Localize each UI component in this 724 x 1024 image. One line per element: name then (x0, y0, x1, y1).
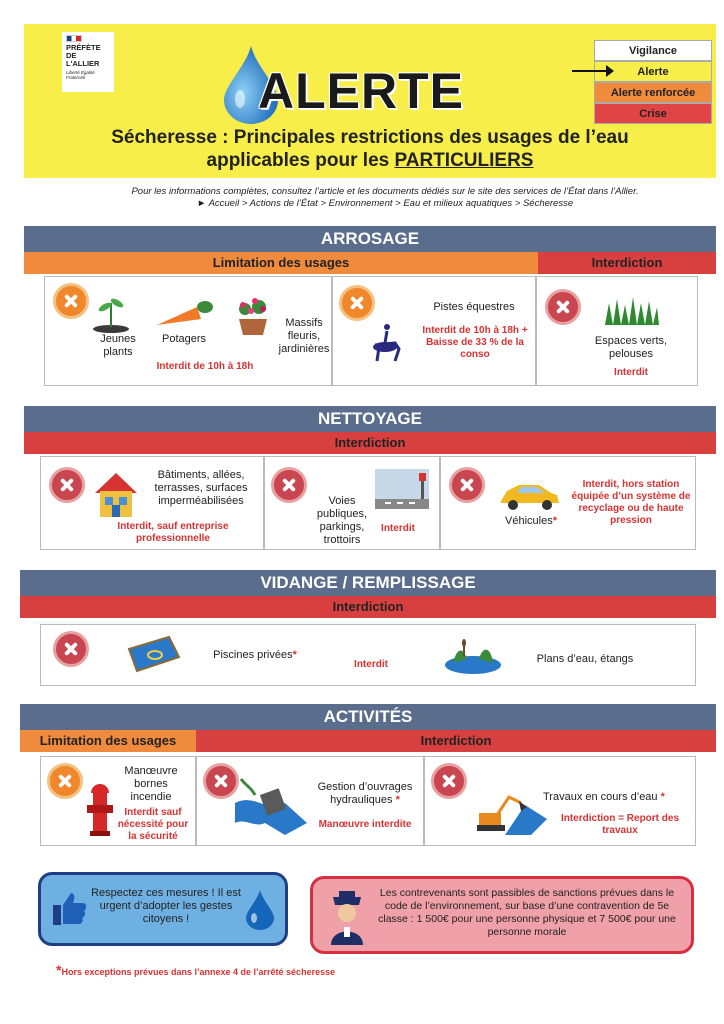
label-piscines (207, 649, 303, 662)
dam-icon (235, 773, 307, 835)
section-activites: ACTIVITÉS (20, 704, 716, 730)
thumbs-up-icon (51, 891, 87, 927)
restriction-activites-2: Manœuvre interdite (318, 819, 412, 830)
excavator-icon (475, 785, 547, 835)
street-icon (375, 469, 429, 509)
fire-hydrant-icon (85, 781, 115, 837)
asterisk-icon: * (292, 649, 297, 661)
alert-title: ALERTE (258, 63, 464, 119)
asterisk-icon: * (56, 962, 62, 978)
carrot-icon (153, 299, 215, 329)
label-potagers: Potagers (161, 333, 207, 345)
restriction-arrosage-1: Interdit de 10h à 18h (156, 361, 254, 372)
prefecture-logo (62, 32, 114, 92)
flowerbed-icon (231, 291, 275, 337)
level-crise: Crise (594, 103, 712, 124)
label-travaux-text: Travaux en cours d’eau (543, 791, 658, 803)
activites-card-ouvrages (196, 756, 424, 846)
nettoyage-card-voies (264, 456, 440, 550)
arrosage-limitation-bar: Limitation des usages (24, 252, 538, 274)
nettoyage-card-vehicules (440, 456, 696, 550)
sanctions-box (310, 876, 694, 954)
info-text (60, 186, 710, 210)
level-arrow-icon (572, 70, 612, 72)
car-icon (497, 479, 561, 511)
restriction-x-icon (339, 285, 375, 321)
label-travaux (543, 791, 693, 804)
label-bornes: Manœuvre bornes incendie (124, 765, 178, 803)
restriction-x-icon (53, 631, 89, 667)
label-pistes-equestres: Pistes équestres (433, 301, 515, 313)
pool-icon (125, 635, 181, 673)
nettoyage-interdiction-bar: Interdiction (24, 432, 716, 454)
page-subtitle (60, 126, 680, 172)
citizen-message: Respectez ces mesures ! Il est urgent d’adopter les gestes citoyens ! (91, 887, 241, 925)
logo-motto: Liberté Égalité Fraternité (66, 70, 95, 80)
vidange-card (40, 624, 696, 686)
label-vehicules (501, 515, 561, 528)
level-vigilance: Vigilance (594, 40, 712, 61)
seedling-icon (91, 291, 131, 333)
flag-icon (66, 35, 82, 42)
restriction-x-icon (203, 763, 239, 799)
restriction-x-icon (545, 289, 581, 325)
label-massifs: Massifs fleuris, jardinières (278, 317, 330, 355)
nettoyage-card-batiments (40, 456, 264, 550)
footnote-text: Hors exceptions prévues dans l’annexe 4 de l’arrêté sécheresse (61, 967, 336, 977)
police-officer-icon (327, 887, 367, 945)
level-alerte-renforcee: Alerte renforcée (594, 82, 712, 103)
restriction-nettoyage-2: Interdit (381, 523, 415, 534)
logo-line1: PRÉFÈTE (66, 43, 101, 52)
label-plans-deau: Plans d’eau, étangs (536, 653, 634, 665)
restriction-x-icon (49, 467, 85, 503)
citizen-message-box (38, 872, 288, 946)
activites-card-travaux (424, 756, 696, 846)
restriction-nettoyage-1: Interdit, sauf entreprise professionnelle (117, 521, 229, 544)
restriction-nettoyage-3: Interdit, hors station équipée d’un système de recyclage ou de haute pression (571, 479, 691, 526)
activites-limitation-bar: Limitation des usages (20, 730, 196, 752)
restriction-activites-3: Interdiction = Report des travaux (560, 813, 680, 836)
pond-icon (443, 635, 503, 675)
subtitle-prefix: applicables pour les (206, 150, 395, 171)
restriction-x-icon (47, 763, 83, 799)
restriction-x-icon (271, 467, 307, 503)
subtitle-line2 (60, 149, 680, 172)
arrosage-card-pistes (332, 276, 536, 386)
asterisk-icon: * (552, 515, 557, 527)
arrosage-card-plants (44, 276, 332, 386)
restriction-vidange: Interdit (354, 659, 388, 670)
activites-card-bornes (40, 756, 196, 846)
sanctions-message: Les contrevenants sont passibles de sanctions prévues dans le code de l’environnement, sur base d’une contravention de 5e classe : 1 500€ pour une personne physique et 7 500€ pour une personne morale (378, 887, 676, 938)
label-vehicules-text: Véhicules (505, 515, 553, 527)
arrosage-card-espaces (536, 276, 698, 386)
label-batiments: Bâtiments, allées, terrasses, surfaces imperméabilisées (154, 469, 248, 507)
house-icon (93, 471, 139, 519)
grass-icon (603, 295, 659, 325)
label-voies-publiques: Voies publiques, parkings, trottoirs (316, 495, 368, 546)
horse-rider-icon (369, 323, 405, 363)
restriction-x-icon (449, 467, 485, 503)
section-arrosage: ARROSAGE (24, 226, 716, 252)
info-breadcrumb[interactable]: ► Accueil > Actions de l’État > Environnement > Eau et milieux aquatiques > Sécheresse (196, 198, 574, 209)
section-nettoyage: NETTOYAGE (24, 406, 716, 432)
activites-interdiction-bar: Interdiction (196, 730, 716, 752)
alert-levels (594, 40, 712, 124)
info-line1: Pour les informations complètes, consultez l’article et les documents dédiés sur le site des services de l’État dans l’Allier. (131, 186, 639, 197)
subtitle-line1: Sécheresse : Principales restrictions des usages de l’eau (111, 127, 629, 148)
label-piscines-text: Piscines privées (213, 649, 293, 661)
restriction-arrosage-3: Interdit (614, 367, 648, 378)
arrosage-interdiction-bar: Interdiction (538, 252, 716, 274)
footnote (56, 962, 335, 978)
subtitle-emphasis: PARTICULIERS (394, 150, 534, 171)
asterisk-icon: * (660, 791, 665, 803)
restriction-x-icon (53, 283, 89, 319)
label-jeunes-plants: Jeunes plants (100, 333, 136, 358)
section-vidange: VIDANGE / REMPLISSAGE (20, 570, 716, 596)
label-ouvrages-text: Gestion d’ouvrages hydrauliques (317, 781, 413, 806)
restriction-x-icon (431, 763, 467, 799)
vidange-interdiction-bar: Interdiction (20, 596, 716, 618)
restriction-activites-1: Interdit sauf nécessité pour la sécurité (117, 807, 189, 842)
level-alerte: Alerte (594, 61, 712, 82)
restriction-arrosage-2: Interdit de 10h à 18h + Baisse de 33 % de la conso (422, 325, 528, 360)
label-ouvrages (309, 781, 421, 807)
label-espaces-verts: Espaces verts, pelouses (594, 335, 668, 360)
logo-line2: DE L'ALLIER (66, 51, 100, 68)
asterisk-icon: * (395, 794, 400, 806)
water-drop-icon (245, 889, 275, 931)
